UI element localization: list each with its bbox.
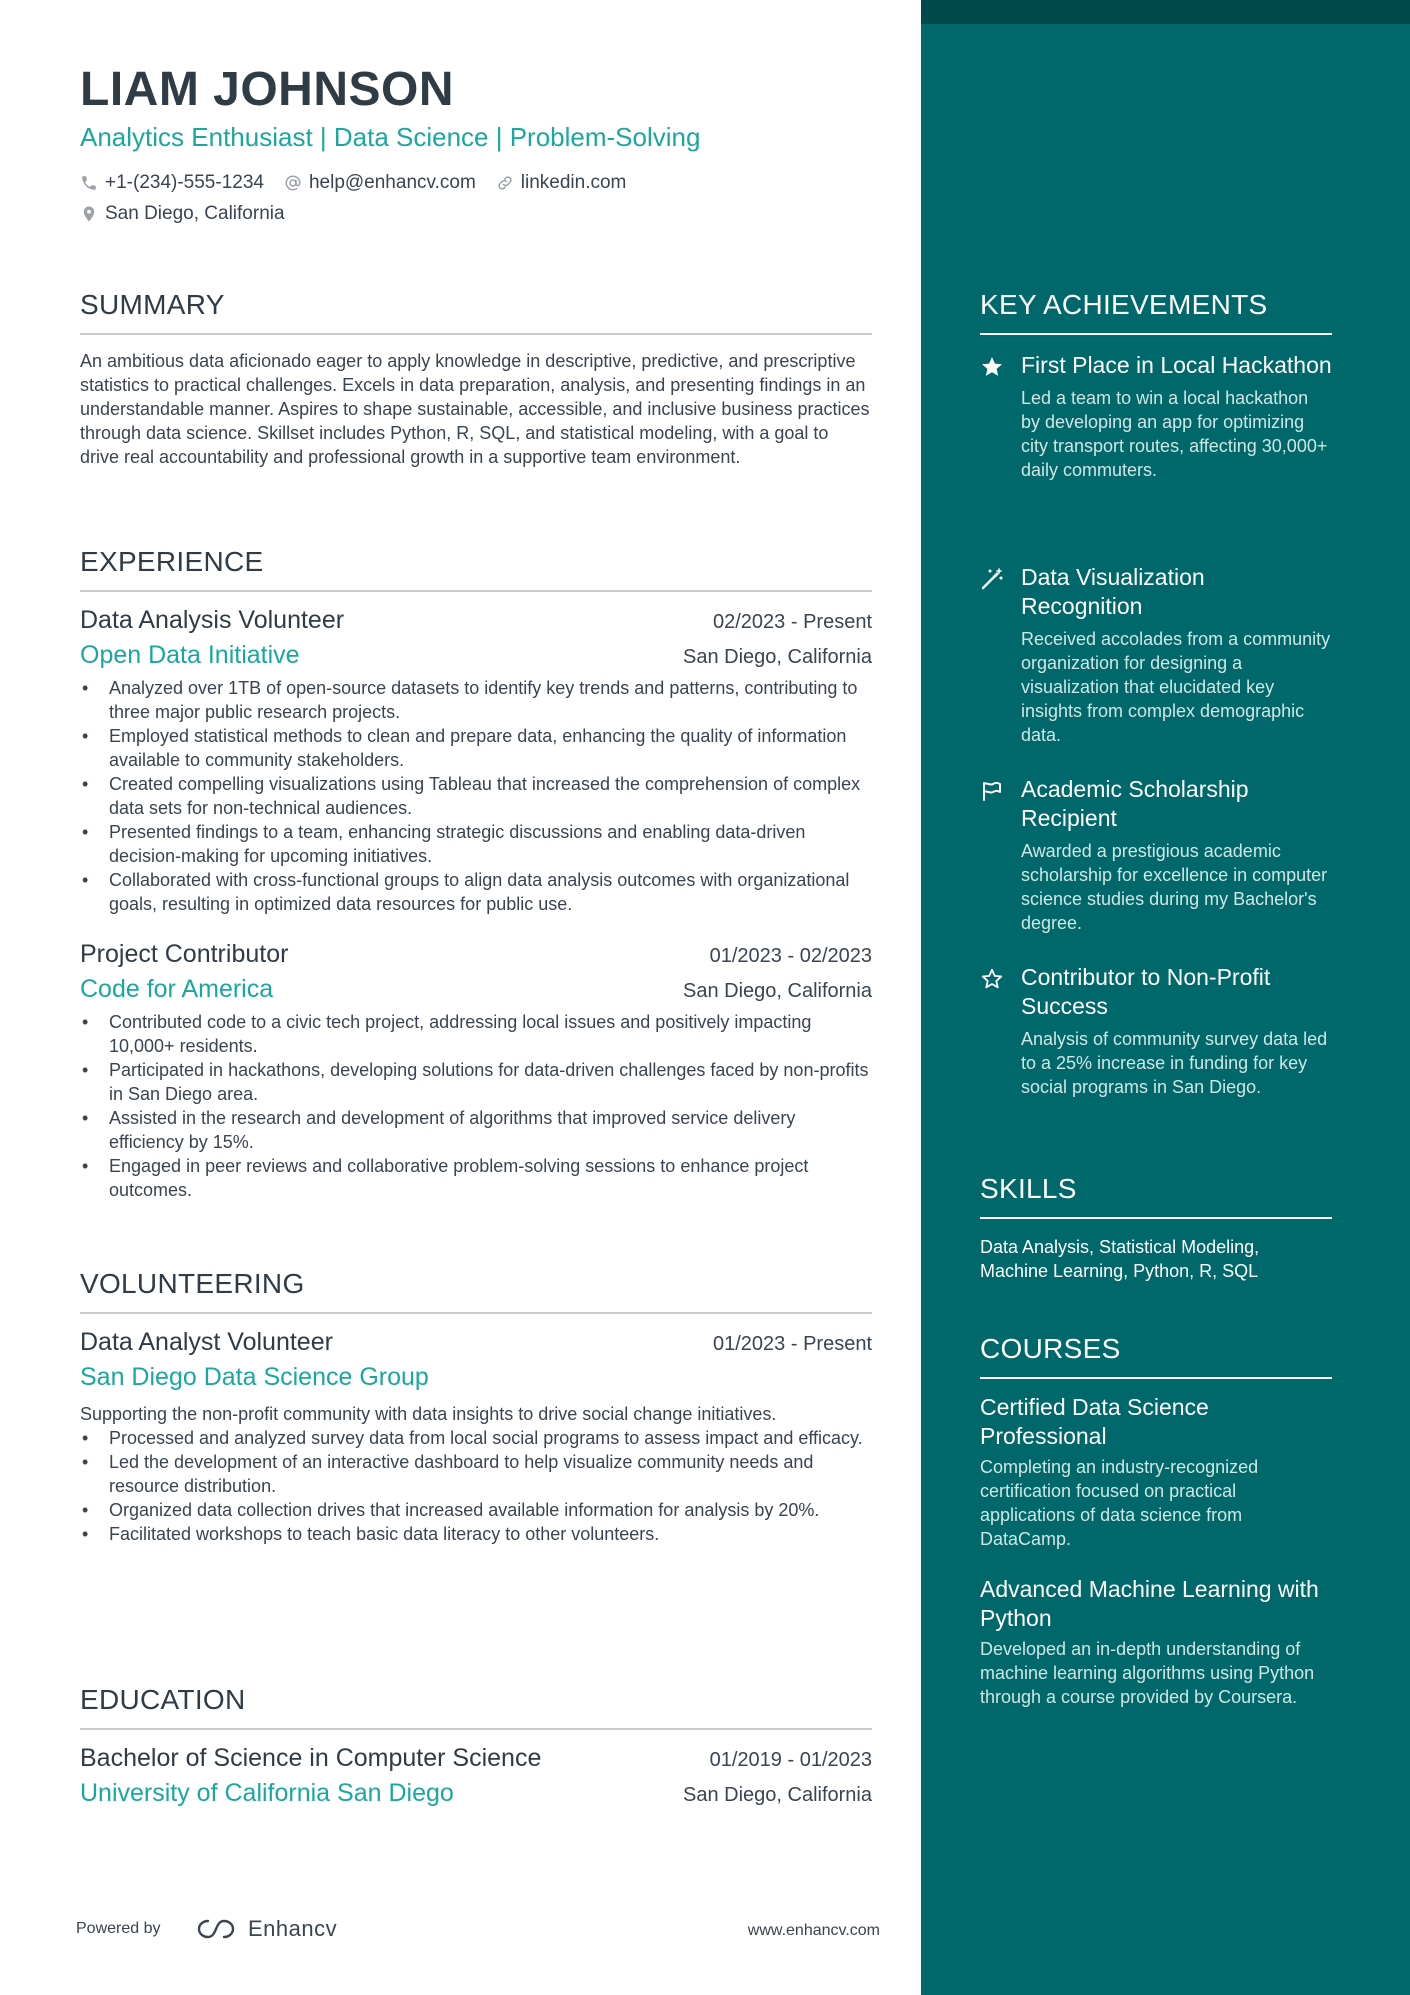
volunteer-organization: San Diego Data Science Group [80, 1363, 429, 1391]
list-item: • Collaborated with cross-functional groups to align data analysis outcomes with organizational goals, resulting in optimized data resources for public use. [80, 868, 872, 916]
sidebar [921, 0, 1410, 1995]
brand-name: Enhancv [248, 1916, 338, 1941]
volunteer-title: Data Analyst Volunteer [80, 1328, 333, 1356]
achievement-title: First Place in Local Hackathon [1021, 352, 1332, 378]
school: University of California San Diego [80, 1779, 454, 1807]
list-item: • Assisted in the research and development of algorithms that improved service delivery efficiency by 15%. [80, 1106, 872, 1154]
star-outline-icon [980, 967, 1004, 991]
job-title: Data Analysis Volunteer [80, 606, 345, 634]
achievement-title: Data Visualization Recognition [1021, 564, 1205, 619]
list-item: • Processed and analyzed survey data from local social programs to assess impact and efficacy. [80, 1426, 872, 1450]
star-filled-icon [980, 355, 1004, 379]
contact-email[interactable] [284, 172, 476, 194]
course-description: Developed an in-depth understanding of machine learning algorithms using Python through a course provided by Coursera. [980, 1639, 1315, 1707]
candidate-title: Analytics Enthusiast | Data Science | Problem-Solving [80, 122, 701, 152]
education-heading: EDUCATION [80, 1684, 872, 1730]
job-organization: Open Data Initiative [80, 641, 300, 669]
magic-wand-icon [980, 567, 1004, 591]
flag-icon [980, 779, 1004, 803]
course-item [980, 1393, 1332, 1551]
location-row [80, 203, 305, 225]
email-text: help@enhancv.com [308, 172, 476, 193]
achievement-item [980, 351, 1332, 482]
achievement-title: Academic Scholarship Recipient [1021, 776, 1249, 831]
achievement-item [980, 963, 1332, 1099]
phone-text: +1-(234)-555-1234 [105, 172, 264, 193]
volunteer-bullets [80, 1426, 872, 1546]
list-item: • Participated in hackathons, developing solutions for data-driven challenges faced by non-profits in San Diego area. [80, 1058, 872, 1106]
degree: Bachelor of Science in Computer Science [80, 1744, 542, 1772]
volunteer-date: 01/2023 - Present [713, 1333, 872, 1355]
summary-heading: SUMMARY [80, 289, 872, 335]
phone-icon [80, 174, 98, 192]
job-date: 02/2023 - Present [713, 611, 872, 633]
skills-text: Data Analysis, Statistical Modeling, Machine Learning, Python, R, SQL [980, 1237, 1260, 1281]
course-title: Certified Data Science Professional [980, 1394, 1209, 1449]
achievement-description: Led a team to win a local hackathon by developing an app for optimizing city transport routes, affecting 30,000+ daily commuters. [1021, 388, 1328, 480]
experience-entry [80, 940, 872, 1202]
map-pin-icon [80, 204, 98, 224]
powered-by-label: Powered by [76, 1920, 161, 1937]
link-text: linkedin.com [520, 172, 627, 193]
list-item: • Engaged in peer reviews and collaborative problem-solving sessions to enhance project outcomes. [80, 1154, 872, 1202]
job-location: San Diego, California [683, 980, 872, 1002]
course-item [980, 1575, 1332, 1709]
summary-section [80, 289, 872, 469]
list-item: • Employed statistical methods to clean and prepare data, enhancing the quality of information available to community stakeholders. [80, 724, 872, 772]
school-location: San Diego, California [683, 1784, 872, 1806]
education-date: 01/2019 - 01/2023 [709, 1749, 872, 1771]
achievement-item [980, 775, 1332, 935]
at-icon [284, 174, 302, 192]
enhancv-logo-icon [194, 1916, 240, 1942]
job-location: San Diego, California [683, 646, 872, 668]
volunteering-section [80, 1268, 872, 1546]
job-organization: Code for America [80, 975, 274, 1003]
volunteer-description: Supporting the non-profit community with data insights to drive social change initiatives. [80, 1404, 777, 1424]
enhancv-logo[interactable] [194, 1916, 337, 1942]
list-item: • Created compelling visualizations using Tableau that increased the comprehension of complex data sets for non-technical audiences. [80, 772, 872, 820]
achievement-title: Contributor to Non-Profit Success [1021, 964, 1271, 1019]
education-section [80, 1684, 872, 1808]
course-title: Advanced Machine Learning with Python [980, 1576, 1319, 1631]
education-entry [80, 1744, 872, 1808]
achievement-item [980, 563, 1332, 747]
link-icon [496, 174, 514, 192]
courses-heading: COURSES [980, 1333, 1332, 1379]
experience-heading: EXPERIENCE [80, 546, 872, 592]
footer [76, 1916, 880, 1946]
volunteering-entry [80, 1328, 872, 1546]
job-bullets [80, 676, 872, 916]
list-item: • Facilitated workshops to teach basic data literacy to other volunteers. [80, 1522, 872, 1546]
achievements-heading: KEY ACHIEVEMENTS [980, 289, 1332, 335]
candidate-name: LIAM JOHNSON [80, 63, 455, 116]
contact-row [80, 172, 646, 194]
contact-location [80, 203, 285, 225]
achievement-description: Awarded a prestigious academic scholarship for excellence in computer science studies during my Bachelor's degree. [1021, 841, 1328, 933]
courses-section [980, 1333, 1332, 1709]
footer-website[interactable]: www.enhancv.com [747, 1922, 880, 1939]
job-title: Project Contributor [80, 940, 289, 968]
job-date: 01/2023 - 02/2023 [709, 945, 872, 967]
achievement-description: Received accolades from a community organization for designing a visualization that elucidated key insights from complex demographic data. [1021, 629, 1331, 745]
experience-entry [80, 606, 872, 916]
experience-section [80, 546, 872, 1202]
list-item: • Contributed code to a civic tech project, addressing local issues and positively impacting 10,000+ residents. [80, 1010, 872, 1058]
job-bullets [80, 1010, 872, 1202]
contact-link[interactable] [496, 172, 627, 194]
contact-phone[interactable] [80, 172, 264, 194]
achievement-description: Analysis of community survey data led to a 25% increase in funding for key social programs in San Diego. [1021, 1029, 1328, 1097]
list-item: • Presented findings to a team, enhancing strategic discussions and enabling data-driven decision-making for upcoming initiatives. [80, 820, 872, 868]
location-text: San Diego, California [105, 203, 285, 224]
list-item: • Organized data collection drives that increased available information for analysis by 20%. [80, 1498, 872, 1522]
course-description: Completing an industry-recognized certification focused on practical applications of data science from DataCamp. [980, 1457, 1259, 1549]
sidebar-top-bar [921, 0, 1410, 24]
volunteering-heading: VOLUNTEERING [80, 1268, 872, 1314]
skills-heading: SKILLS [980, 1173, 1332, 1219]
list-item: • Led the development of an interactive dashboard to help visualize community needs and resource distribution. [80, 1450, 872, 1498]
achievements-section [980, 289, 1332, 335]
list-item: • Analyzed over 1TB of open-source datasets to identify key trends and patterns, contributing to three major public research projects. [80, 676, 872, 724]
summary-text: An ambitious data aficionado eager to apply knowledge in descriptive, predictive, and prescriptive statistics to practical challenges. Excels in data preparation, analysis, and presenting findings in an understandable manner. Aspires to shape sustainable, accessible, and inclusive business practices through data science. Skillset includes Python, R, SQL, and statistical modeling, with a goal to drive real accountability and professional growth in a supportive team environment. [80, 351, 870, 467]
skills-section [980, 1173, 1332, 1283]
